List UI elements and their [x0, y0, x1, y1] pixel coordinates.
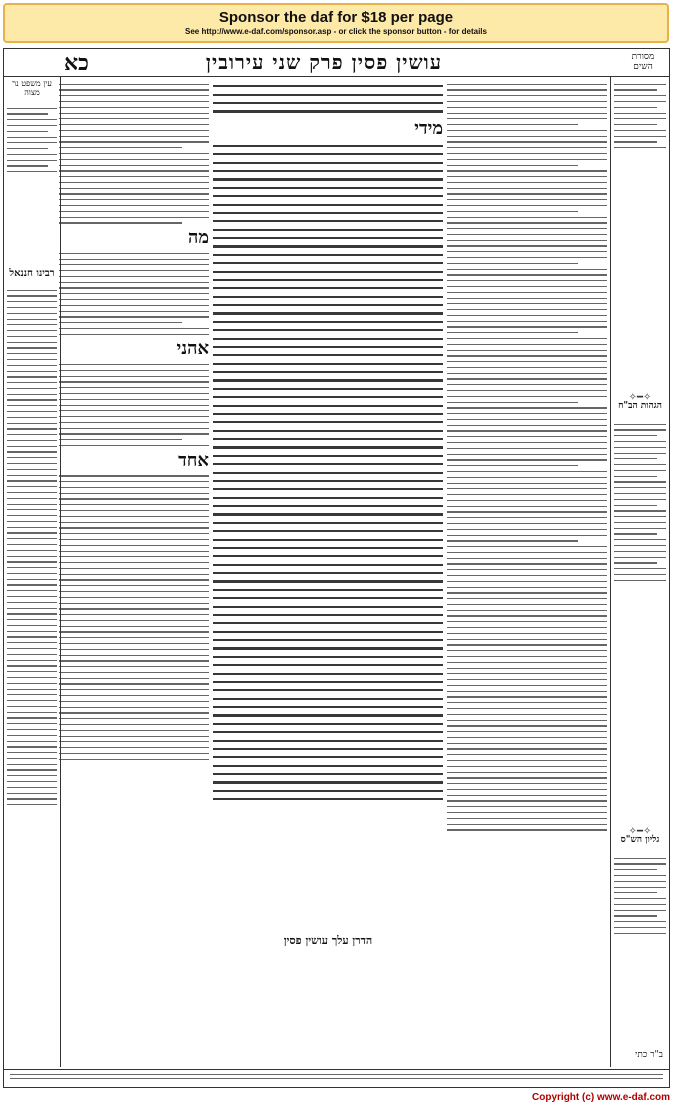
- section-word-ma: מה: [187, 227, 209, 249]
- header-rule: [4, 76, 669, 77]
- hadran-line: הדרן עלך עושין פסין: [283, 934, 373, 947]
- page-header: [4, 49, 669, 75]
- running-head: עושין פסין פרק שני עירובין: [205, 50, 443, 74]
- gemara-column: [213, 79, 443, 929]
- ein-mishpat-text: [7, 103, 57, 253]
- right-margin-rule: [610, 77, 611, 1067]
- ornament: ✧━✧: [628, 826, 652, 837]
- masoret-column: [614, 79, 666, 1064]
- sponsor-title[interactable]: Sponsor the daf for $18 per page: [218, 9, 454, 26]
- sponsor-banner[interactable]: [3, 3, 669, 43]
- hagahot-text: [614, 419, 666, 819]
- left-margin-column: [7, 79, 57, 1064]
- gilyon-text: [614, 853, 666, 1053]
- copyright[interactable]: Copyright (c) www.e-daf.com: [532, 1092, 670, 1103]
- section-word-ahani: אהני: [176, 338, 209, 360]
- footer-cue: ב"ר כתי: [634, 1050, 663, 1060]
- masoret-text: [614, 79, 666, 379]
- rashi-column: [447, 79, 607, 1064]
- rabbeinu-chananel-text: [7, 285, 57, 1060]
- daf-number: כא: [64, 50, 89, 76]
- footnote-strip: [10, 1071, 663, 1087]
- masoret-label: מסורת השים: [631, 52, 655, 72]
- tosafot-column: [59, 79, 209, 1064]
- gemara-lead-word: מידי: [414, 117, 443, 139]
- ornament: ✧━✧: [628, 392, 652, 403]
- talmud-page: [3, 48, 670, 1088]
- rabbeinu-chananel-label: רבינו חננאל: [9, 268, 55, 279]
- section-word-echad: אחד: [178, 449, 209, 471]
- hagahot-label: הגהות הב"ח: [618, 401, 662, 411]
- sponsor-subtitle: See http://www.e-daf.com/sponsor.asp - or click the sponsor button - for details: [185, 27, 487, 36]
- gilyon-label: גליון הש"ס: [620, 835, 660, 845]
- ein-mishpat-label: עין משפט נר מצוה: [12, 79, 52, 97]
- footer-rule: [4, 1069, 669, 1070]
- left-margin-rule: [60, 77, 61, 1067]
